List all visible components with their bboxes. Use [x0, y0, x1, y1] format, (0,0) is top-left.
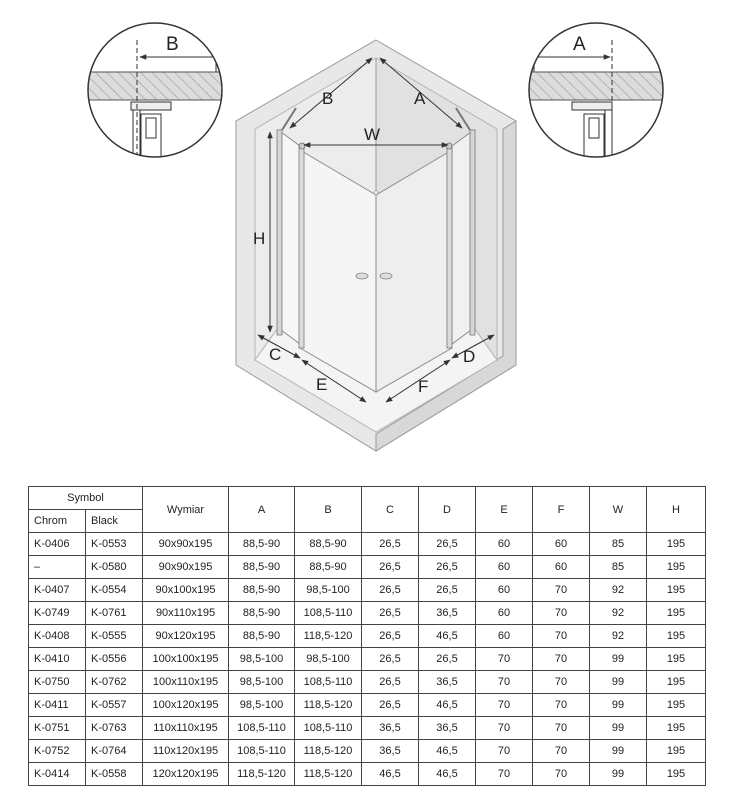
- cell-wymiar: 100x100x195: [143, 648, 229, 671]
- cell-wymiar: 90x120x195: [143, 625, 229, 648]
- cell-wymiar: 90x100x195: [143, 579, 229, 602]
- header-chrom: Chrom: [29, 510, 86, 533]
- cell-a: 88,5-90: [229, 625, 295, 648]
- cell-h: 195: [647, 694, 706, 717]
- cell-h: 195: [647, 763, 706, 786]
- cell-b: 108,5-110: [295, 671, 362, 694]
- cell-w: 99: [590, 694, 647, 717]
- cell-black: K-0580: [86, 556, 143, 579]
- cell-d: 26,5: [419, 556, 476, 579]
- cell-d: 26,5: [419, 579, 476, 602]
- cell-w: 92: [590, 579, 647, 602]
- cell-c: 26,5: [362, 625, 419, 648]
- cell-h: 195: [647, 533, 706, 556]
- label-e: E: [316, 375, 328, 394]
- cell-wymiar: 100x110x195: [143, 671, 229, 694]
- cell-chrom: K-0750: [29, 671, 86, 694]
- cell-b: 118,5-120: [295, 625, 362, 648]
- cell-d: 26,5: [419, 648, 476, 671]
- detail-left-circle: [85, 23, 225, 160]
- table-body: [29, 533, 706, 786]
- cell-e: 70: [476, 671, 533, 694]
- cell-d: 46,5: [419, 740, 476, 763]
- label-h: H: [253, 229, 266, 248]
- cell-wymiar: 100x120x195: [143, 694, 229, 717]
- cell-b: 108,5-110: [295, 602, 362, 625]
- cell-f: 70: [533, 648, 590, 671]
- cell-f: 70: [533, 625, 590, 648]
- header-wymiar: Wymiar: [143, 487, 229, 533]
- cell-black: K-0557: [86, 694, 143, 717]
- cell-a: 98,5-100: [229, 671, 295, 694]
- cell-d: 46,5: [419, 694, 476, 717]
- header-c: C: [362, 487, 419, 533]
- cell-f: 60: [533, 533, 590, 556]
- cell-f: 70: [533, 694, 590, 717]
- cell-black: K-0554: [86, 579, 143, 602]
- cell-black: K-0553: [86, 533, 143, 556]
- cell-h: 195: [647, 648, 706, 671]
- cell-e: 70: [476, 648, 533, 671]
- cell-chrom: K-0408: [29, 625, 86, 648]
- table-row: [29, 556, 706, 579]
- table-row: [29, 533, 706, 556]
- header-h: H: [647, 487, 706, 533]
- cell-wymiar: 120x120x195: [143, 763, 229, 786]
- cell-w: 99: [590, 648, 647, 671]
- cell-e: 70: [476, 717, 533, 740]
- cell-c: 26,5: [362, 579, 419, 602]
- cell-c: 46,5: [362, 763, 419, 786]
- label-b: B: [322, 89, 334, 108]
- table-row: [29, 648, 706, 671]
- cell-chrom: K-0411: [29, 694, 86, 717]
- header-symbol: Symbol: [29, 487, 143, 510]
- cell-a: 118,5-120: [229, 763, 295, 786]
- cell-a: 88,5-90: [229, 579, 295, 602]
- cell-e: 60: [476, 625, 533, 648]
- cell-wymiar: 110x120x195: [143, 740, 229, 763]
- cell-chrom: K-0407: [29, 579, 86, 602]
- cell-black: K-0555: [86, 625, 143, 648]
- cell-w: 99: [590, 671, 647, 694]
- cell-w: 85: [590, 556, 647, 579]
- cell-e: 70: [476, 694, 533, 717]
- cell-h: 195: [647, 717, 706, 740]
- header-black: Black: [86, 510, 143, 533]
- cell-h: 195: [647, 740, 706, 763]
- cell-a: 88,5-90: [229, 556, 295, 579]
- cell-wymiar: 90x90x195: [143, 556, 229, 579]
- cell-w: 92: [590, 602, 647, 625]
- cell-b: 118,5-120: [295, 740, 362, 763]
- header-b: B: [295, 487, 362, 533]
- cell-black: K-0556: [86, 648, 143, 671]
- header-f: F: [533, 487, 590, 533]
- cell-c: 26,5: [362, 648, 419, 671]
- cell-f: 60: [533, 556, 590, 579]
- cell-d: 46,5: [419, 625, 476, 648]
- label-d: D: [463, 347, 476, 366]
- cell-f: 70: [533, 671, 590, 694]
- cell-d: 36,5: [419, 717, 476, 740]
- cell-f: 70: [533, 763, 590, 786]
- cell-black: K-0762: [86, 671, 143, 694]
- cell-wymiar: 90x90x195: [143, 533, 229, 556]
- dimensions-table: [28, 486, 706, 786]
- cell-w: 99: [590, 717, 647, 740]
- cell-chrom: K-0410: [29, 648, 86, 671]
- cell-a: 88,5-90: [229, 602, 295, 625]
- cell-w: 85: [590, 533, 647, 556]
- header-a: A: [229, 487, 295, 533]
- cell-e: 60: [476, 556, 533, 579]
- cell-b: 88,5-90: [295, 556, 362, 579]
- cell-c: 26,5: [362, 694, 419, 717]
- cell-chrom: K-0752: [29, 740, 86, 763]
- cell-wymiar: 90x110x195: [143, 602, 229, 625]
- cell-chrom: K-0751: [29, 717, 86, 740]
- cell-w: 99: [590, 763, 647, 786]
- cell-wymiar: 110x110x195: [143, 717, 229, 740]
- header-d: D: [419, 487, 476, 533]
- cell-e: 60: [476, 533, 533, 556]
- cell-a: 108,5-110: [229, 740, 295, 763]
- cell-h: 195: [647, 556, 706, 579]
- detail-right-circle: [526, 23, 666, 160]
- cell-d: 36,5: [419, 602, 476, 625]
- cell-h: 195: [647, 671, 706, 694]
- cell-a: 108,5-110: [229, 717, 295, 740]
- label-c: C: [269, 345, 282, 364]
- cell-w: 92: [590, 625, 647, 648]
- table-row: [29, 694, 706, 717]
- cell-b: 108,5-110: [295, 717, 362, 740]
- detail-left-label: B: [166, 34, 179, 55]
- cell-e: 70: [476, 740, 533, 763]
- header-e: E: [476, 487, 533, 533]
- table-row: [29, 740, 706, 763]
- cell-c: 26,5: [362, 671, 419, 694]
- label-w: W: [364, 125, 381, 144]
- cell-chrom: K-0749: [29, 602, 86, 625]
- cell-b: 118,5-120: [295, 694, 362, 717]
- table-row: [29, 579, 706, 602]
- cell-b: 98,5-100: [295, 579, 362, 602]
- cell-d: 36,5: [419, 671, 476, 694]
- cell-e: 60: [476, 579, 533, 602]
- cell-black: K-0558: [86, 763, 143, 786]
- cell-w: 99: [590, 740, 647, 763]
- cell-black: K-0763: [86, 717, 143, 740]
- cell-h: 195: [647, 602, 706, 625]
- table-row: [29, 763, 706, 786]
- cell-f: 70: [533, 602, 590, 625]
- cell-b: 88,5-90: [295, 533, 362, 556]
- cell-d: 26,5: [419, 533, 476, 556]
- cell-c: 36,5: [362, 740, 419, 763]
- cell-chrom: –: [29, 556, 86, 579]
- header-w: W: [590, 487, 647, 533]
- cell-h: 195: [647, 579, 706, 602]
- cell-black: K-0761: [86, 602, 143, 625]
- cell-f: 70: [533, 579, 590, 602]
- table-header: [29, 487, 706, 533]
- table-row: [29, 717, 706, 740]
- cell-b: 98,5-100: [295, 648, 362, 671]
- cell-f: 70: [533, 740, 590, 763]
- cell-c: 26,5: [362, 533, 419, 556]
- cell-a: 98,5-100: [229, 648, 295, 671]
- cell-c: 26,5: [362, 556, 419, 579]
- cell-chrom: K-0414: [29, 763, 86, 786]
- cell-black: K-0764: [86, 740, 143, 763]
- label-f: F: [418, 377, 429, 396]
- cell-h: 195: [647, 625, 706, 648]
- table-row: [29, 625, 706, 648]
- cell-f: 70: [533, 717, 590, 740]
- cell-a: 98,5-100: [229, 694, 295, 717]
- cell-e: 60: [476, 602, 533, 625]
- table-row: [29, 602, 706, 625]
- cell-e: 70: [476, 763, 533, 786]
- cell-c: 26,5: [362, 602, 419, 625]
- cell-d: 46,5: [419, 763, 476, 786]
- cell-c: 36,5: [362, 717, 419, 740]
- cell-b: 118,5-120: [295, 763, 362, 786]
- label-a: A: [414, 89, 426, 108]
- table-row: [29, 671, 706, 694]
- detail-right-label: A: [573, 34, 586, 55]
- cell-chrom: K-0406: [29, 533, 86, 556]
- cell-a: 88,5-90: [229, 533, 295, 556]
